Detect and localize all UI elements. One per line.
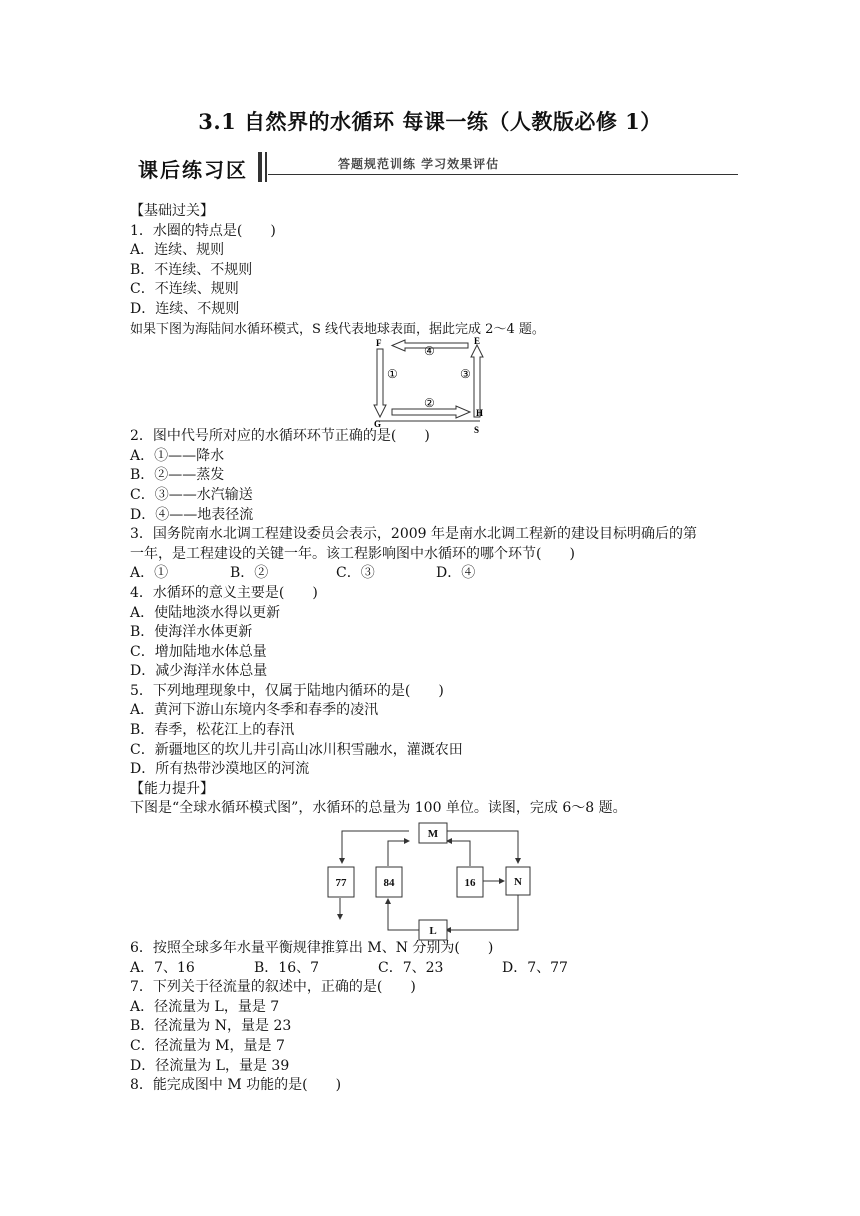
question-4-option-d: D．减少海洋水体总量	[130, 663, 268, 680]
arrow-4	[392, 340, 479, 351]
question-1-option-a: A．连续、规则	[130, 242, 225, 259]
label-circle-2: ②	[424, 396, 435, 411]
water-cycle-diagram-1	[130, 336, 740, 436]
flow-16-to-m	[447, 841, 470, 866]
question-6-option-d: D．7、77	[502, 959, 568, 976]
question-5-option-d: D．所有热带沙漠地区的河流	[130, 761, 310, 778]
water-cycle-figure-1	[130, 336, 740, 436]
question-3-option-c: C．③	[336, 565, 375, 582]
label-circle-3: ③	[460, 367, 471, 382]
banner-rule	[268, 174, 738, 175]
label-circle-4: ④	[424, 344, 435, 359]
question-5-option-c: C．新疆地区的坎儿井引高山冰川积雪融水，灌溉农田	[130, 741, 463, 758]
question-8-stem: 8．能完成图中 M 功能的是( )	[130, 1077, 342, 1094]
figure-2-intro: 下图是“全球水循环模式图”，水循环的总量为 100 单位。读图，完成 6～8 题。	[130, 800, 627, 817]
flow-n-to-l	[446, 895, 518, 930]
arrow-3	[471, 345, 483, 417]
question-3-option-a: A．①	[130, 565, 169, 582]
label-L: L	[429, 925, 437, 938]
banner-divider	[258, 152, 262, 182]
question-5-option-b: B．春季，松花江上的春汛	[130, 722, 295, 739]
banner-subtitle: 答题规范训练 学习效果评估	[338, 157, 500, 171]
section-heading-basic: 【基础过关】	[130, 203, 214, 219]
global-water-cycle-diagram	[130, 823, 740, 939]
question-1-stem: 1．水圈的特点是( )	[130, 222, 276, 239]
question-4-option-c: C．增加陆地水体总量	[130, 643, 267, 660]
label-G: G	[374, 419, 382, 430]
question-3-stem-line-2: 一年，是工程建设的关键一年。该工程影响图中水循环的哪个环节( )	[130, 545, 575, 562]
section-banner	[132, 150, 738, 190]
question-6-option-a: A．7、16	[130, 959, 195, 976]
question-4-option-b: B．使海洋水体更新	[130, 624, 253, 641]
question-5-stem: 5．下列地理现象中，仅属于陆地内循环的是( )	[130, 682, 444, 699]
question-6-option-b: B．16、7	[254, 959, 320, 976]
question-3-option-b: B．②	[230, 565, 269, 582]
label-S: S	[474, 425, 480, 436]
label-F: F	[376, 338, 382, 349]
question-4-option-a: A．使陆地淡水得以更新	[130, 604, 281, 621]
banner-label: 课后练习区	[138, 158, 248, 182]
label-84: 84	[383, 877, 395, 890]
banner-divider-thin	[265, 152, 267, 182]
label-77: 77	[335, 877, 347, 890]
question-1-option-b: B．不连续、不规则	[130, 261, 253, 278]
label-E: E	[474, 336, 481, 347]
flow-m-to-77	[342, 831, 409, 863]
question-3-options	[130, 564, 740, 584]
question-6-option-c: C．7、23	[378, 959, 444, 976]
label-H: H	[476, 408, 484, 419]
question-2-option-b: B．②——蒸发	[130, 467, 225, 484]
label-circle-1: ①	[387, 367, 398, 382]
question-2-option-d: D．④——地表径流	[130, 506, 254, 523]
question-6-stem: 6．按照全球多年水量平衡规律推算出 M、N 分别为( )	[130, 940, 494, 957]
label-M: M	[427, 828, 439, 841]
section-heading-advanced: 【能力提升】	[130, 780, 214, 797]
label-N: N	[514, 876, 522, 889]
question-2-stem: 2．图中代号所对应的水循环环节正确的是( )	[130, 428, 430, 445]
question-7-option-a: A．径流量为 L，量是 7	[130, 998, 280, 1015]
question-2-option-c: C．③——水汽输送	[130, 486, 253, 503]
flow-l-to-84	[388, 899, 419, 930]
question-5-option-a: A．黄河下游山东境内冬季和春季的凌汛	[130, 702, 379, 719]
question-4-stem: 4．水循环的意义主要是( )	[130, 584, 318, 601]
question-2-option-a: A．①——降水	[130, 447, 225, 464]
arrow-1	[374, 349, 386, 417]
question-3-stem-line-1: 3．国务院南水北调工程建设委员会表示，2009 年是南水北调工程新的建设目标明确后的第	[130, 526, 697, 543]
question-7-option-b: B．径流量为 N，量是 23	[130, 1018, 292, 1035]
exercise-content	[130, 202, 740, 1096]
flow-m-to-n	[447, 831, 518, 863]
water-cycle-figure-2	[130, 823, 740, 939]
question-1-option-c: C．不连续、规则	[130, 281, 239, 298]
flow-84-to-m	[388, 841, 409, 866]
figure-1-intro: 如果下图为海陆间水循环模式，S 线代表地球表面，据此完成 2～4 题。	[130, 321, 545, 337]
question-3-option-d: D．④	[436, 565, 476, 582]
question-7-option-d: D．径流量为 L，量是 39	[130, 1057, 290, 1074]
question-6-options	[130, 959, 740, 979]
label-16: 16	[464, 877, 476, 890]
question-7-option-c: C．径流量为 M，量是 7	[130, 1038, 285, 1054]
page-title: 3.1 自然界的水循环 每课一练（人教版必修 1）	[198, 109, 662, 134]
question-7-stem: 7．下列关于径流量的叙述中，正确的是( )	[130, 979, 416, 996]
question-1-option-d: D．连续、不规则	[130, 300, 240, 317]
